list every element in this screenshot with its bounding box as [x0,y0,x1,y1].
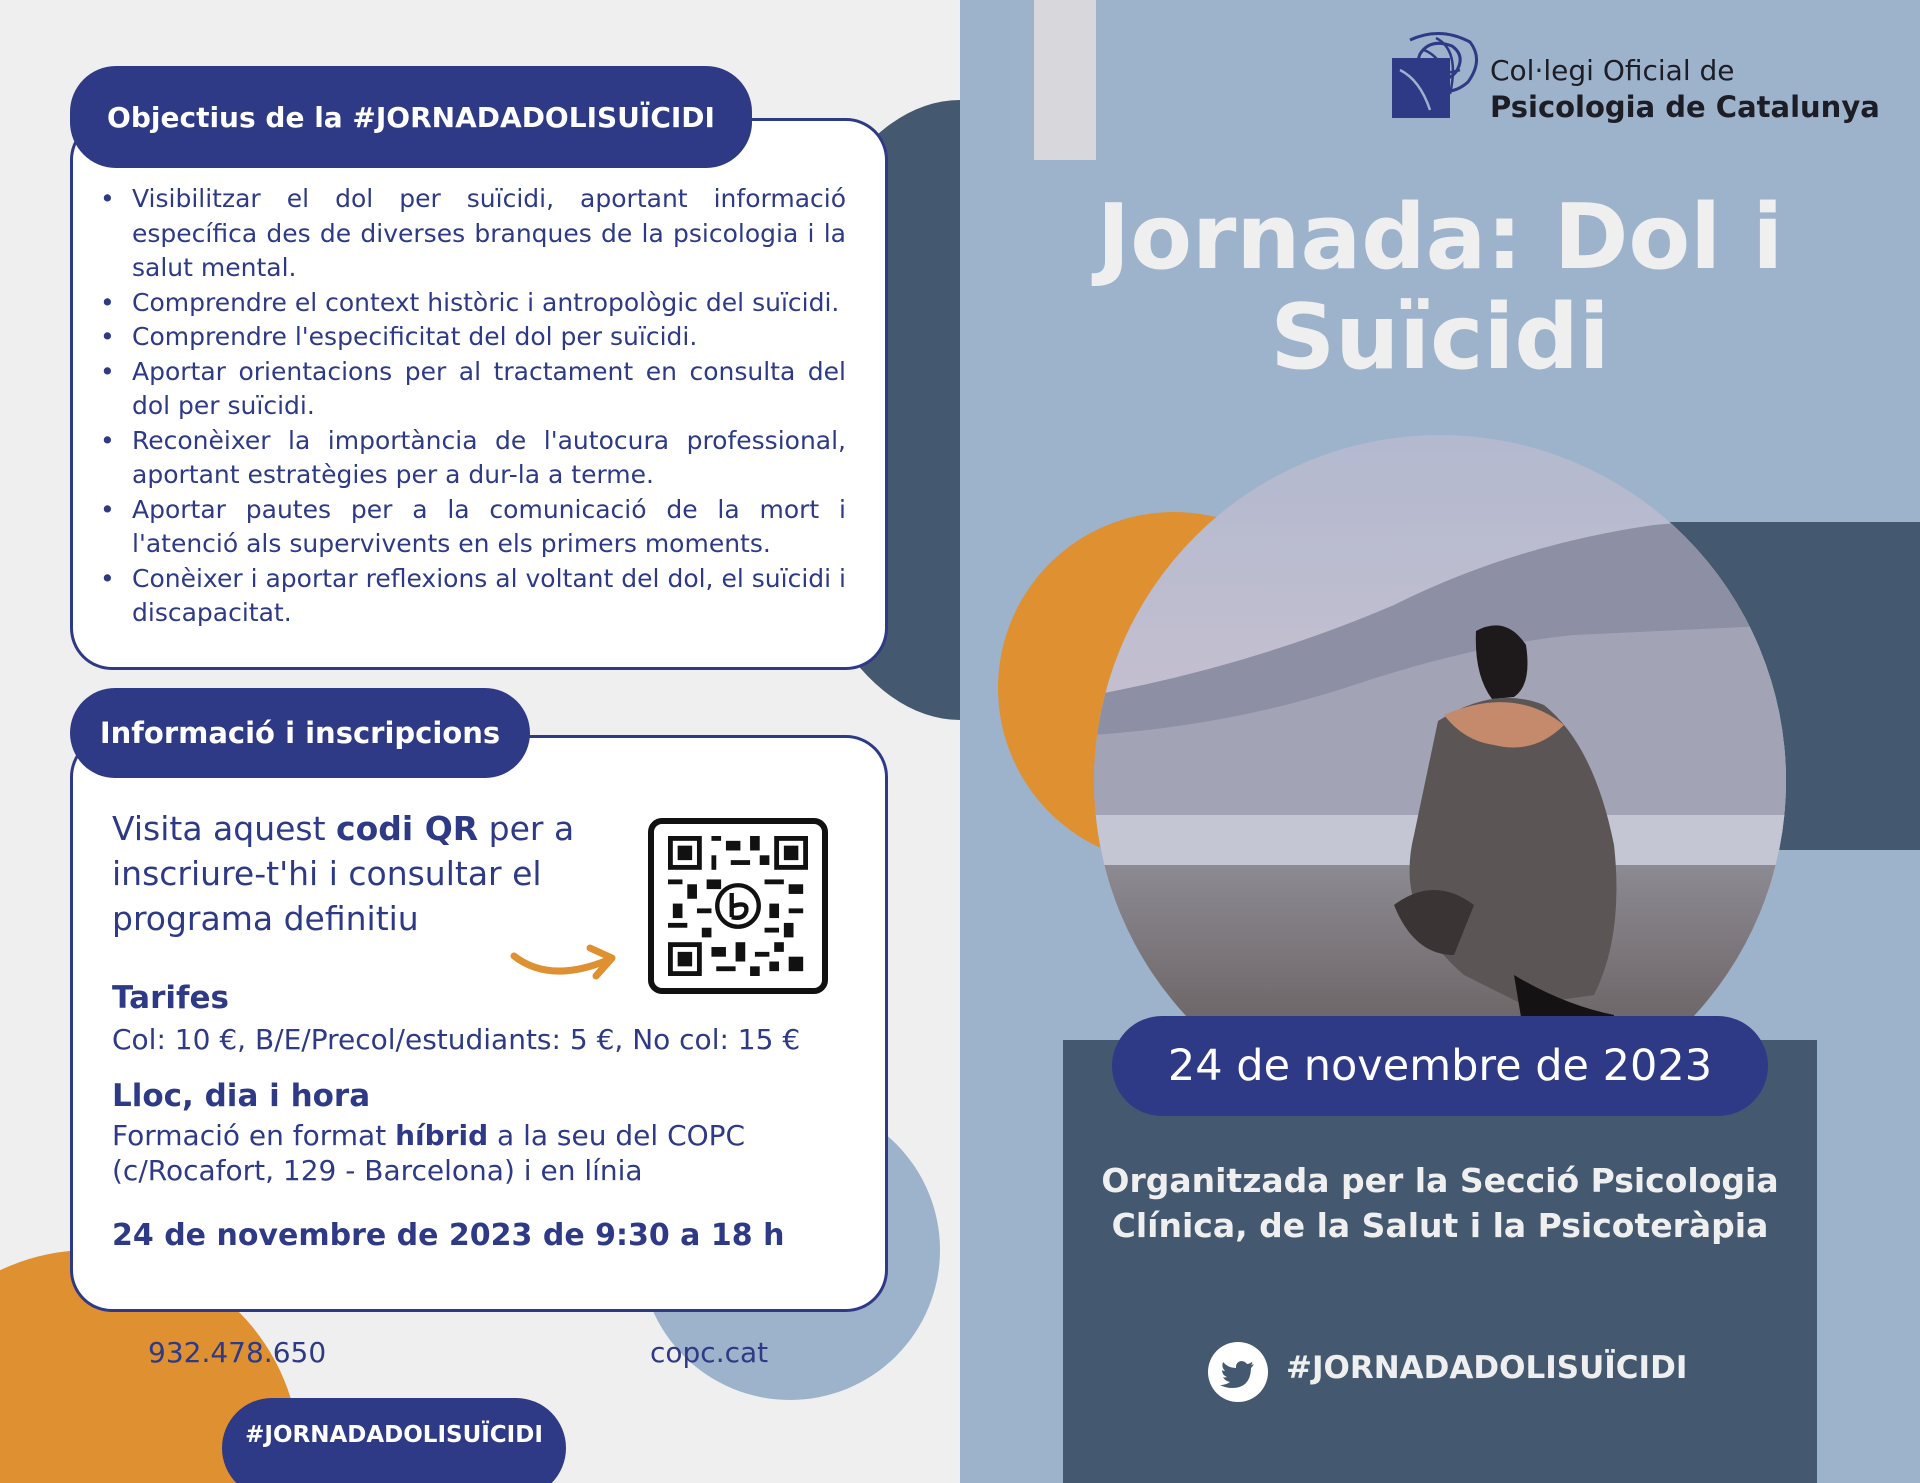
website-link[interactable]: copc.cat [650,1336,769,1369]
qr-instructions-bold: codi QR [336,809,479,848]
logo-text-line2: Psicologia de Catalunya [1490,90,1880,124]
arrow-icon [510,938,620,988]
place-text-bold: híbrid [395,1119,489,1152]
qr-code-icon[interactable] [648,818,828,994]
objectives-list [98,182,846,631]
place-heading: Lloc, dia i hora [112,1078,371,1114]
hashtag-text: #JORNADADOLISUÏCIDI [1286,1350,1688,1386]
page-title: Jornada: Dol i Suïcidi [1096,185,1784,390]
place-text-part: Formació en format [112,1119,396,1152]
objective-item: • Visibilitzar el dol per suïcidi, aportant informació específica des de diverses branques de la psicologia i la salut mental. [98,182,846,286]
twitter-bird-icon [1208,1342,1268,1402]
objectives-title: Objectius de la #JORNADADOLISUÏCIDI [70,66,752,168]
place-text-part: a la seu del COPC (c/Rocafort, 129 - Barcelona) i en línia [112,1119,746,1187]
qr-code-pattern [666,836,810,976]
objective-item: • Comprendre el context històric i antropològic del suïcidi. [98,286,846,321]
phone-number[interactable]: 932.478.650 [148,1336,327,1369]
hashtag-badge: #JORNADADOLISUÏCIDI [222,1398,566,1483]
objective-item: • Comprendre l'especificitat del dol per suïcidi. [98,320,846,355]
decorative-grey-rect [1034,0,1096,160]
event-date-badge: 24 de novembre de 2023 [1112,1016,1768,1116]
copc-logo [1390,30,1486,120]
event-datetime: 24 de novembre de 2023 de 9:30 a 18 h [112,1218,785,1253]
qr-instructions-part: per a inscriure-t'hi i consultar el programa definitiu [112,809,575,938]
objective-item: • Aportar orientacions per al tractament en consulta del dol per suïcidi. [98,355,846,424]
info-title: Informació i inscripcions [70,688,530,778]
twitter-icon[interactable] [1208,1342,1268,1402]
organizer-text: Organitzada per la Secció Psicologia Clínica, de la Salut i la Psicoteràpia [1101,1161,1779,1245]
objective-item: • Conèixer i aportar reflexions al voltant del dol, el suïcidi i discapacitat. [98,562,846,631]
place-text [112,1118,752,1188]
fees-text: Col: 10 €, B/E/Precol/estudiants: 5 €, No col: 15 € [112,1023,801,1056]
objective-item: • Reconèixer la importància de l'autocura professional, aportant estratègies per a dur-la a terme. [98,424,846,493]
qr-instructions-part: Visita aquest [112,809,337,848]
objective-item: • Aportar pautes per a la comunicació de la mort i l'atenció als supervivents en els primers moments. [98,493,846,562]
logo-text-line1: Col·legi Oficial de [1490,54,1735,87]
fees-heading: Tarifes [112,980,229,1016]
qr-instructions [112,806,582,941]
